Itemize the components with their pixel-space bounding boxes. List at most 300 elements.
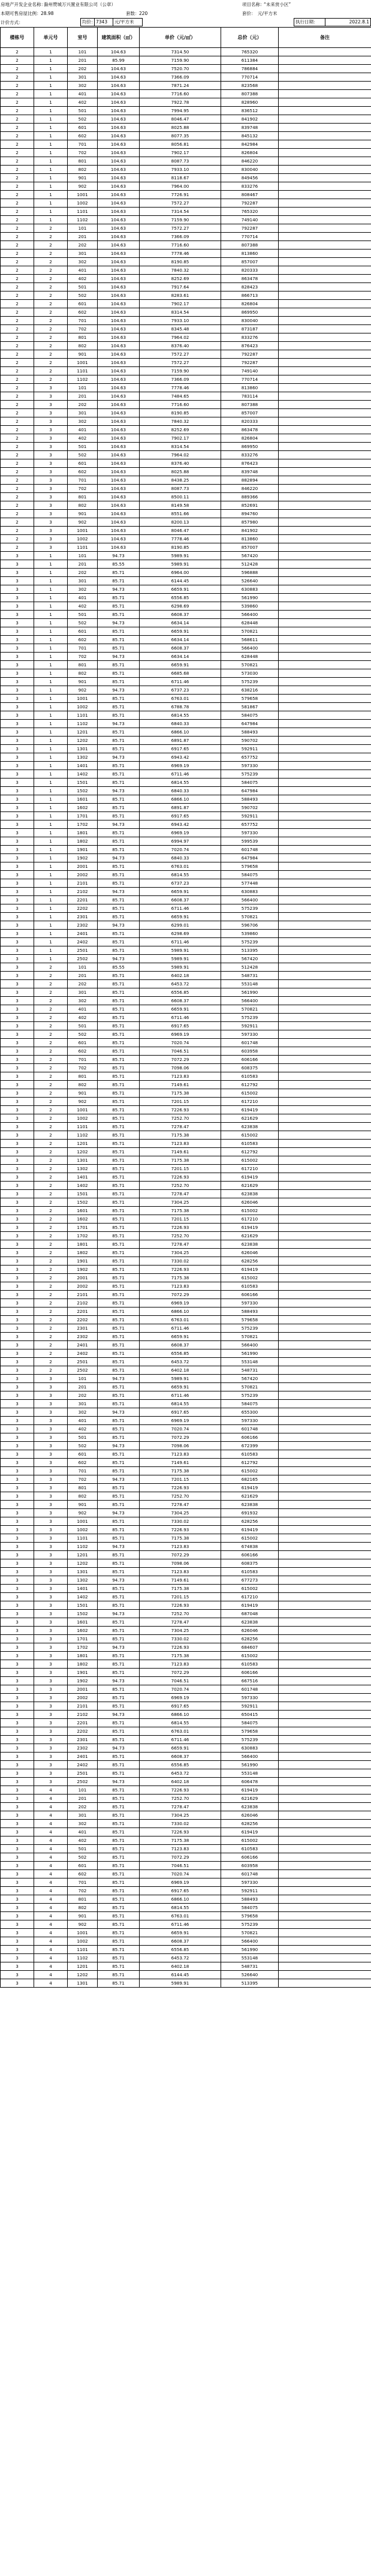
room-cell: 301 <box>68 1811 98 1820</box>
table-row <box>1 1778 371 1786</box>
total-price-cell: 579658 <box>221 1727 279 1736</box>
area-cell: 94.73 <box>98 753 140 762</box>
room-cell: 902 <box>68 1920 98 1929</box>
unit-price-cell: 7964.00 <box>140 182 221 191</box>
area-cell: 94.73 <box>98 585 140 594</box>
total-price-cell: 617210 <box>221 1165 279 1173</box>
area-cell: 94.73 <box>98 1543 140 1551</box>
total-price-cell: 601748 <box>221 846 279 854</box>
area-cell: 85.71 <box>98 1014 140 1022</box>
table-row <box>1 124 371 132</box>
unit-price-cell: 6917.65 <box>140 1408 221 1417</box>
table-row <box>1 1114 371 1123</box>
remark-cell <box>279 1610 371 1618</box>
unit-cell: 3 <box>34 1719 68 1727</box>
building-cell: 3 <box>1 552 34 560</box>
unit-cell: 1 <box>34 770 68 778</box>
area-cell: 85.71 <box>98 1366 140 1375</box>
building-cell: 2 <box>1 166 34 174</box>
unit-price-cell: 6814.55 <box>140 711 221 720</box>
total-price-cell: 826804 <box>221 149 279 157</box>
area-cell: 85.71 <box>98 1433 140 1442</box>
unit-price-cell: 7726.91 <box>140 191 221 199</box>
building-cell: 3 <box>1 1433 34 1442</box>
table-row <box>1 1030 371 1039</box>
building-cell: 3 <box>1 896 34 904</box>
area-cell: 85.71 <box>98 1694 140 1702</box>
remark-cell <box>279 1089 371 1098</box>
building-cell: 3 <box>1 946 34 955</box>
area-cell: 85.71 <box>98 1450 140 1459</box>
building-cell: 3 <box>1 711 34 720</box>
remark-cell <box>279 124 371 132</box>
room-cell: 1002 <box>68 1114 98 1123</box>
total-price-cell: 807388 <box>221 241 279 250</box>
building-cell: 3 <box>1 745 34 753</box>
unit-cell: 2 <box>34 1072 68 1081</box>
area-cell: 85.71 <box>98 1257 140 1266</box>
area-cell: 85.71 <box>98 1030 140 1039</box>
unit-cell: 1 <box>34 594 68 602</box>
total-price-cell: 623838 <box>221 1123 279 1131</box>
unit-price-cell: 6866.10 <box>140 795 221 804</box>
unit-cell: 2 <box>34 359 68 367</box>
building-cell: 3 <box>1 1534 34 1543</box>
remark-cell <box>279 737 371 745</box>
table-row <box>1 426 371 434</box>
unit-price-cell: 7175.38 <box>140 1652 221 1660</box>
unit-price-cell: 7572.27 <box>140 224 221 233</box>
building-cell: 3 <box>1 1744 34 1753</box>
total-price-cell: 839748 <box>221 468 279 476</box>
total-price-cell: 610583 <box>221 1450 279 1459</box>
unit-price-cell: 7778.46 <box>140 250 221 258</box>
room-cell: 1402 <box>68 1182 98 1190</box>
total-price-cell: 876423 <box>221 342 279 350</box>
table-row <box>1 1341 371 1349</box>
area-cell: 85.71 <box>98 812 140 820</box>
area-cell: 104.63 <box>98 367 140 375</box>
unit-price-cell: 7840.32 <box>140 417 221 426</box>
remark-cell <box>279 132 371 140</box>
building-cell: 3 <box>1 1954 34 1962</box>
room-cell: 1902 <box>68 1266 98 1274</box>
unit-cell: 3 <box>34 1618 68 1627</box>
remark-cell <box>279 1417 371 1425</box>
area-cell: 85.71 <box>98 1215 140 1224</box>
remark-cell <box>279 1182 371 1190</box>
remark-cell <box>279 1509 371 1517</box>
building-cell: 3 <box>1 829 34 837</box>
building-cell: 3 <box>1 1207 34 1215</box>
unit-price-cell: 7175.38 <box>140 1131 221 1140</box>
table-row <box>1 434 371 443</box>
table-row <box>1 720 371 728</box>
unit-cell: 3 <box>34 1576 68 1585</box>
unit-cell: 4 <box>34 1979 68 1988</box>
unit-price-cell: 6969.19 <box>140 1417 221 1425</box>
room-cell: 601 <box>68 124 98 132</box>
area-cell: 85.71 <box>98 1937 140 1946</box>
total-price-cell: 606166 <box>221 1669 279 1677</box>
area-cell: 85.71 <box>98 1719 140 1727</box>
unit-price-cell: 7175.38 <box>140 1585 221 1593</box>
total-price-cell: 647984 <box>221 720 279 728</box>
building-cell: 3 <box>1 1417 34 1425</box>
room-cell: 701 <box>68 476 98 485</box>
unit-price-cell: 8438.25 <box>140 476 221 485</box>
building-cell: 2 <box>1 426 34 434</box>
table-header-row <box>1 28 371 48</box>
price-table <box>0 27 371 1988</box>
remark-cell <box>279 686 371 695</box>
unit-price-cell: 8046.47 <box>140 527 221 535</box>
unit-cell: 2 <box>34 224 68 233</box>
unit-cell: 1 <box>34 703 68 711</box>
col-remark: 备注 <box>279 28 371 48</box>
room-cell: 1301 <box>68 1979 98 1988</box>
table-row <box>1 1257 371 1266</box>
building-cell: 3 <box>1 737 34 745</box>
building-cell: 3 <box>1 569 34 577</box>
total-price-cell: 657752 <box>221 820 279 829</box>
area-cell: 85.71 <box>98 879 140 888</box>
building-cell: 3 <box>1 1148 34 1156</box>
remark-cell <box>279 199 371 208</box>
total-price-cell: 615002 <box>221 1836 279 1845</box>
remark-cell <box>279 275 371 283</box>
remark-cell <box>279 1425 371 1433</box>
total-price-cell: 638216 <box>221 686 279 695</box>
unit-price-cell: 7098.06 <box>140 1442 221 1450</box>
total-price-cell: 857007 <box>221 258 279 266</box>
remark-cell <box>279 174 371 182</box>
unit-cell: 3 <box>34 459 68 468</box>
remark-cell <box>279 1307 371 1316</box>
total-price-cell: 570821 <box>221 627 279 636</box>
table-row <box>1 1492 371 1501</box>
building-cell: 3 <box>1 1240 34 1249</box>
area-cell: 85.71 <box>98 1660 140 1669</box>
remark-cell <box>279 871 371 879</box>
total-price-cell: 857980 <box>221 518 279 527</box>
unit-price-cell: 6814.55 <box>140 1400 221 1408</box>
room-cell: 1202 <box>68 1148 98 1156</box>
total-price-cell: 590702 <box>221 804 279 812</box>
area-cell: 94.73 <box>98 820 140 829</box>
unit-price-cell: 7149.61 <box>140 1459 221 1467</box>
remark-cell <box>279 837 371 846</box>
total-price-cell: 623838 <box>221 1240 279 1249</box>
room-cell: 201 <box>68 560 98 569</box>
table-row <box>1 737 371 745</box>
remark-cell <box>279 1148 371 1156</box>
building-cell: 3 <box>1 1593 34 1601</box>
building-cell: 3 <box>1 837 34 846</box>
building-cell: 2 <box>1 325 34 333</box>
room-cell: 402 <box>68 275 98 283</box>
building-cell: 3 <box>1 1182 34 1190</box>
unit-price-cell: 7572.27 <box>140 350 221 359</box>
area-cell: 94.73 <box>98 686 140 695</box>
remark-cell <box>279 1761 371 1769</box>
total-price-cell: 597330 <box>221 829 279 837</box>
unit-cell: 1 <box>34 862 68 871</box>
room-cell: 1902 <box>68 1677 98 1685</box>
total-price-cell: 579658 <box>221 695 279 703</box>
total-price-cell: 792287 <box>221 199 279 208</box>
room-cell: 202 <box>68 1803 98 1811</box>
unit-price-cell: 6969.19 <box>140 1878 221 1887</box>
remark-cell <box>279 1156 371 1165</box>
table-row <box>1 291 371 300</box>
room-cell: 1302 <box>68 1165 98 1173</box>
room-cell: 1001 <box>68 1517 98 1526</box>
table-row <box>1 653 371 661</box>
unit-price-cell: 6994.97 <box>140 837 221 846</box>
area-cell: 85.71 <box>98 1559 140 1568</box>
total-price-cell: 553148 <box>221 1769 279 1778</box>
area-cell: 85.71 <box>98 829 140 837</box>
remark-cell <box>279 1853 371 1862</box>
unit-cell: 2 <box>34 1039 68 1047</box>
unit-price-cell: 8056.81 <box>140 140 221 149</box>
unit-price-cell: 6763.01 <box>140 695 221 703</box>
total-price-cell: 615002 <box>221 1534 279 1543</box>
unit-cell: 1 <box>34 653 68 661</box>
remark-cell <box>279 501 371 510</box>
area-cell: 104.63 <box>98 241 140 250</box>
remark-cell <box>279 1442 371 1450</box>
building-cell: 3 <box>1 1929 34 1937</box>
table-row <box>1 1014 371 1022</box>
building-cell: 3 <box>1 1030 34 1039</box>
building-cell: 3 <box>1 1349 34 1358</box>
building-cell: 3 <box>1 988 34 997</box>
total-price-cell: 601748 <box>221 1685 279 1694</box>
total-price-cell: 783114 <box>221 392 279 401</box>
total-price-cell: 606166 <box>221 1291 279 1299</box>
unit-price-cell: 6969.19 <box>140 1030 221 1039</box>
building-cell: 2 <box>1 82 34 90</box>
area-cell: 85.71 <box>98 1282 140 1291</box>
total-price-cell: 579658 <box>221 1316 279 1324</box>
unit-price-cell: 8314.54 <box>140 443 221 451</box>
total-price-cell: 630883 <box>221 1744 279 1753</box>
unit-price-cell: 7964.02 <box>140 333 221 342</box>
area-cell: 104.63 <box>98 417 140 426</box>
area-cell: 104.63 <box>98 468 140 476</box>
building-cell: 2 <box>1 451 34 459</box>
remark-cell <box>279 1962 371 1971</box>
area-cell: 94.73 <box>98 1610 140 1618</box>
unit-price-cell: 6659.91 <box>140 627 221 636</box>
room-cell: 501 <box>68 1845 98 1853</box>
unit-price-cell: 7159.90 <box>140 367 221 375</box>
unit-cell: 1 <box>34 854 68 862</box>
table-row <box>1 1543 371 1551</box>
room-cell: 2201 <box>68 896 98 904</box>
room-cell: 402 <box>68 1836 98 1845</box>
building-cell: 3 <box>1 1501 34 1509</box>
unit-cell: 2 <box>34 1098 68 1106</box>
remark-cell <box>279 913 371 921</box>
unit-cell: 2 <box>34 325 68 333</box>
area-cell: 85.71 <box>98 1383 140 1391</box>
table-row <box>1 1165 371 1173</box>
unit-price-cell: 7304.25 <box>140 1198 221 1207</box>
area-cell: 104.63 <box>98 459 140 468</box>
unit-price-cell: 7123.83 <box>140 1450 221 1459</box>
unit-price-cell: 7994.95 <box>140 107 221 115</box>
room-cell: 302 <box>68 997 98 1005</box>
area-cell: 104.63 <box>98 208 140 216</box>
area-cell: 85.71 <box>98 1685 140 1694</box>
unit-price-cell: 7366.09 <box>140 375 221 384</box>
room-cell: 801 <box>68 1072 98 1081</box>
remark-cell <box>279 1123 371 1131</box>
table-row <box>1 132 371 140</box>
room-cell: 2002 <box>68 1282 98 1291</box>
building-cell: 3 <box>1 1971 34 1979</box>
area-cell: 85.71 <box>98 1156 140 1165</box>
building-cell: 3 <box>1 619 34 627</box>
remark-cell <box>279 1878 371 1887</box>
unit-price-cell: 8149.58 <box>140 501 221 510</box>
area-cell: 85.71 <box>98 1039 140 1047</box>
remark-cell <box>279 988 371 997</box>
remark-cell <box>279 938 371 946</box>
room-cell: 2501 <box>68 946 98 955</box>
remark-cell <box>279 653 371 661</box>
col-building: 楼栋号 <box>1 28 34 48</box>
room-cell: 401 <box>68 266 98 275</box>
remark-cell <box>279 140 371 149</box>
building-cell: 2 <box>1 493 34 501</box>
remark-cell <box>279 1559 371 1568</box>
building-cell: 3 <box>1 997 34 1005</box>
area-cell: 85.71 <box>98 1702 140 1711</box>
building-cell: 3 <box>1 1307 34 1316</box>
remark-cell <box>279 1098 371 1106</box>
area-cell: 85.71 <box>98 795 140 804</box>
table-row <box>1 191 371 199</box>
room-cell: 502 <box>68 451 98 459</box>
building-cell: 3 <box>1 1702 34 1711</box>
room-cell: 902 <box>68 1509 98 1517</box>
unit-cell: 2 <box>34 1047 68 1056</box>
table-row <box>1 1148 371 1156</box>
area-cell: 85.71 <box>98 1618 140 1627</box>
remark-cell <box>279 1274 371 1282</box>
unit-cell: 3 <box>34 1433 68 1442</box>
unit-cell: 2 <box>34 1207 68 1215</box>
rate-value: 28.98 <box>41 11 54 16</box>
building-cell: 3 <box>1 1249 34 1257</box>
table-row <box>1 552 371 560</box>
area-cell: 85.71 <box>98 627 140 636</box>
unit-cell: 3 <box>34 1408 68 1417</box>
unit-price-cell: 7226.93 <box>140 1173 221 1182</box>
header-line-2 <box>0 9 371 18</box>
building-cell: 3 <box>1 1559 34 1568</box>
table-row <box>1 409 371 417</box>
area-cell: 85.71 <box>98 1400 140 1408</box>
total-price-cell: 570821 <box>221 1383 279 1391</box>
room-cell: 1101 <box>68 1946 98 1954</box>
room-cell: 801 <box>68 157 98 166</box>
unit-cell: 3 <box>34 543 68 552</box>
total-price-cell: 621629 <box>221 1492 279 1501</box>
remark-cell <box>279 619 371 627</box>
building-cell: 3 <box>1 1257 34 1266</box>
table-row <box>1 392 371 401</box>
unit-price-cell: 7020.74 <box>140 1039 221 1047</box>
remark-cell <box>279 1820 371 1828</box>
unit-price-cell: 7123.83 <box>140 1543 221 1551</box>
area-cell: 85.71 <box>98 904 140 913</box>
room-cell: 201 <box>68 56 98 65</box>
room-cell: 401 <box>68 1828 98 1836</box>
total-price-cell: 597330 <box>221 1417 279 1425</box>
total-price-cell: 526640 <box>221 577 279 585</box>
unit-cell: 2 <box>34 258 68 266</box>
building-cell: 3 <box>1 1324 34 1333</box>
building-cell: 2 <box>1 392 34 401</box>
unit-price-cell: 6917.65 <box>140 745 221 753</box>
building-cell: 2 <box>1 527 34 535</box>
area-cell: 85.71 <box>98 1182 140 1190</box>
total-price-cell: 561990 <box>221 1946 279 1954</box>
remark-cell <box>279 1282 371 1291</box>
unit-cell: 3 <box>34 1450 68 1459</box>
total-price-cell: 873187 <box>221 325 279 333</box>
remark-cell <box>279 493 371 501</box>
unit-price-cell: 7175.38 <box>140 1207 221 1215</box>
unit-price-cell: 6711.46 <box>140 1014 221 1022</box>
total-price-cell: 869950 <box>221 443 279 451</box>
unit-cell: 2 <box>34 1114 68 1123</box>
total-price-cell: 539860 <box>221 602 279 611</box>
room-cell: 301 <box>68 409 98 417</box>
remark-cell <box>279 1828 371 1836</box>
area-cell: 85.71 <box>98 1828 140 1836</box>
building-cell: 3 <box>1 1795 34 1803</box>
room-cell: 1602 <box>68 1627 98 1635</box>
table-row <box>1 585 371 594</box>
building-cell: 2 <box>1 384 34 392</box>
room-cell: 1201 <box>68 1140 98 1148</box>
room-cell: 2301 <box>68 913 98 921</box>
unit-cell: 3 <box>34 1635 68 1643</box>
unit-cell: 1 <box>34 602 68 611</box>
unit-cell: 2 <box>34 1291 68 1299</box>
table-row <box>1 174 371 182</box>
unit-cell: 2 <box>34 1240 68 1249</box>
table-row <box>1 837 371 846</box>
remark-cell <box>279 946 371 955</box>
area-cell: 85.71 <box>98 611 140 619</box>
unit-cell: 2 <box>34 1333 68 1341</box>
table-row <box>1 1383 371 1391</box>
building-cell: 3 <box>1 1282 34 1291</box>
unit-price-cell: 6737.23 <box>140 686 221 695</box>
building-cell: 2 <box>1 199 34 208</box>
table-row <box>1 1811 371 1820</box>
unit-cell: 2 <box>34 350 68 359</box>
table-row <box>1 1761 371 1769</box>
unit-cell: 2 <box>34 988 68 997</box>
